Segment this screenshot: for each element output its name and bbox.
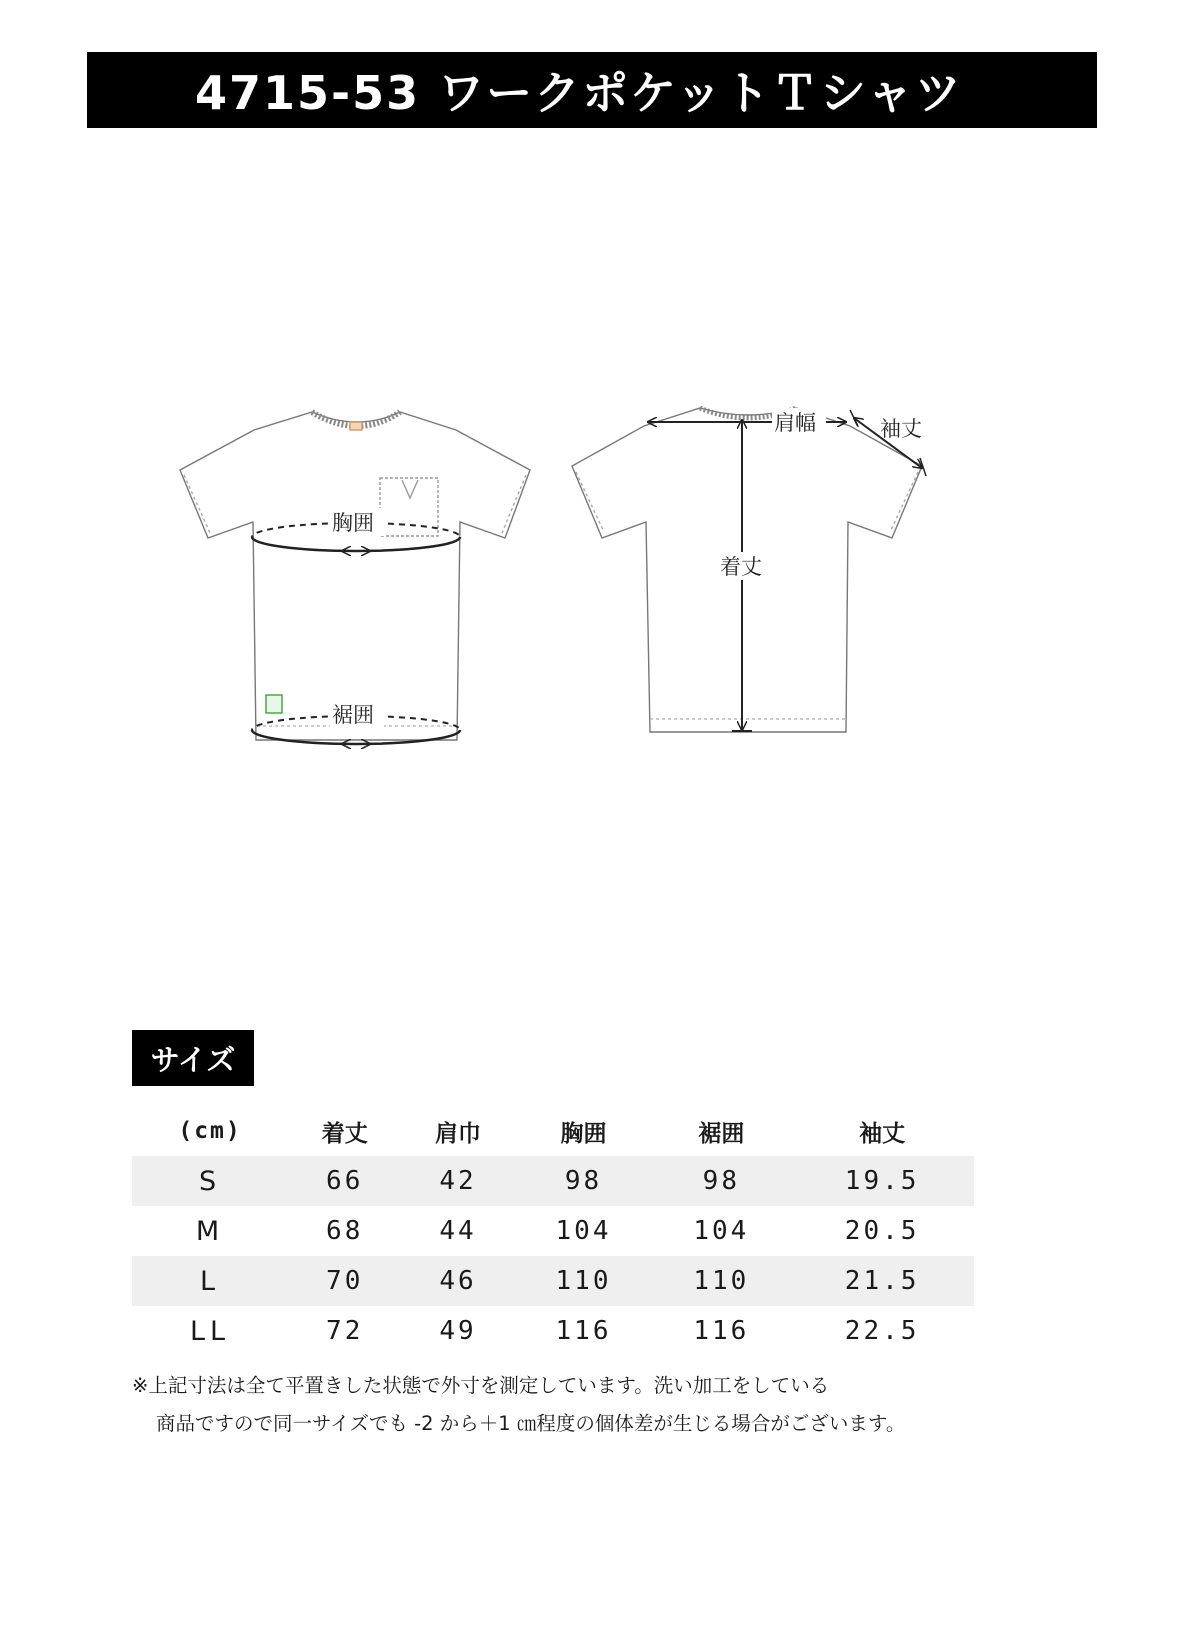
table-cell: 68: [326, 1216, 364, 1246]
chest-label: 胸囲: [332, 511, 374, 535]
size-heading-badge: [132, 1030, 254, 1086]
table-cell: 22.5: [844, 1316, 920, 1346]
shoulder-label: 肩幅: [774, 411, 816, 435]
table-cell: 42: [401, 1156, 514, 1206]
measurement-diagram: [170, 400, 970, 800]
col-header-hem: 裾囲: [698, 1120, 745, 1147]
table-cell: 72: [326, 1316, 364, 1346]
table-row: [132, 1156, 974, 1206]
title-bar: [87, 52, 1097, 128]
table-cell: 46: [401, 1256, 514, 1306]
table-cell: 21.5: [790, 1256, 974, 1306]
hem-label: 裾囲: [332, 703, 374, 727]
table-cell: 49: [439, 1316, 477, 1346]
size-cell: L: [132, 1256, 288, 1306]
table-cell: 110: [515, 1256, 653, 1306]
table-cell: 20.5: [844, 1216, 920, 1246]
size-cell: S: [132, 1156, 288, 1206]
table-row: [132, 1306, 974, 1356]
table-cell: 66: [288, 1156, 401, 1206]
table-cell: 44: [439, 1216, 477, 1246]
col-header-shoulder: 肩巾: [434, 1120, 481, 1147]
table-cell: 110: [652, 1256, 790, 1306]
table-row: [132, 1206, 974, 1256]
col-header-sleeve: 袖丈: [859, 1120, 906, 1147]
measurement-note-line-1: ※上記寸法は全て平置きした状態で外寸を測定しています。洗い加工をしている: [132, 1374, 830, 1397]
table-cell: 116: [693, 1316, 750, 1346]
table-row: [132, 1256, 974, 1306]
col-header-chest: 胸囲: [560, 1120, 607, 1147]
length-label: 着丈: [720, 555, 762, 579]
size-heading: サイズ: [150, 1042, 236, 1077]
size-table: [132, 1106, 974, 1356]
front-tshirt: [180, 412, 530, 740]
measurement-note-line-2: 商品ですので同一サイズでも -2 から＋1 ㎝程度の個体差が生じる場合がございます。: [156, 1412, 906, 1435]
table-cell: 70: [288, 1256, 401, 1306]
table-cell: 116: [555, 1316, 612, 1346]
col-header-length: 着丈: [321, 1120, 368, 1147]
table-cell: 98: [515, 1156, 653, 1206]
table-cell: 19.5: [790, 1156, 974, 1206]
table-cell: 104: [693, 1216, 750, 1246]
col-header-unit: (cm): [178, 1118, 242, 1144]
table-header-row: [132, 1106, 974, 1156]
size-cell: M: [195, 1215, 225, 1247]
size-cell: LL: [189, 1315, 231, 1347]
table-cell: 98: [652, 1156, 790, 1206]
page-title: 4715-53 ワークポケットＴシャツ: [195, 66, 963, 120]
table-cell: 104: [555, 1216, 612, 1246]
tshirt-diagram-svg: [170, 400, 970, 800]
sleeve-label: 袖丈: [880, 417, 922, 441]
